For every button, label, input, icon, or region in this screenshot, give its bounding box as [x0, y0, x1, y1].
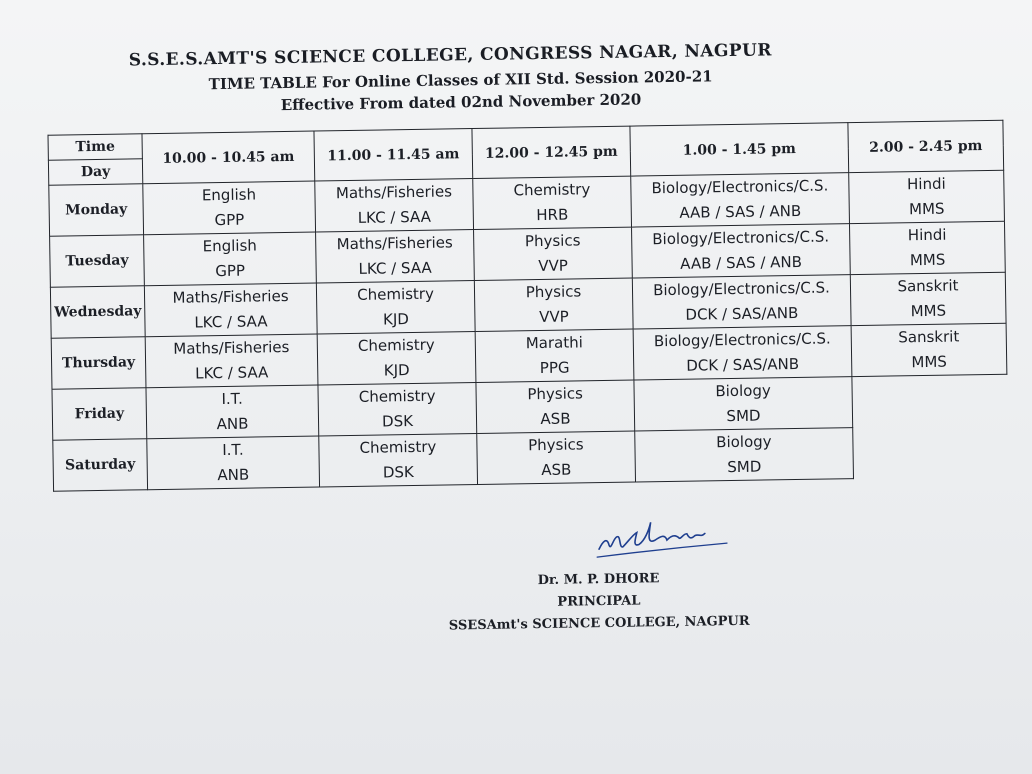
teacher: ANB	[217, 465, 250, 485]
timetable	[47, 120, 1008, 492]
class-cell	[316, 230, 475, 283]
day-label: Friday	[52, 388, 147, 440]
class-cell	[851, 323, 1007, 376]
signatory-block	[428, 566, 769, 637]
corner-day: Day	[48, 159, 142, 185]
teacher: GPP	[215, 261, 246, 281]
slot-header: 2.00 - 2.45 pm	[848, 120, 1004, 172]
subject: Biology/Electronics/C.S.	[652, 227, 830, 249]
class-cell	[475, 329, 634, 382]
teacher: MMS	[910, 301, 947, 321]
subject: English	[201, 185, 257, 205]
class-cell	[634, 377, 853, 431]
class-cell	[474, 278, 633, 331]
principal-name: Dr. M. P. DHORE	[537, 571, 660, 589]
effective-date: Effective From dated 02nd November 2020	[280, 90, 642, 115]
teacher: ASB	[541, 460, 572, 480]
teacher: LKC / SAA	[194, 312, 268, 332]
teacher: DCK / SAS/ANB	[685, 303, 799, 324]
class-cell	[143, 181, 316, 235]
class-cell	[849, 221, 1005, 274]
teacher: DSK	[382, 463, 414, 482]
class-cell	[146, 385, 319, 439]
class-cell	[476, 380, 635, 433]
subject: Biology/Electronics/C.S.	[651, 176, 829, 198]
subject: Marathi	[525, 333, 583, 353]
subject: English	[202, 236, 257, 256]
teacher: LKC / SAA	[358, 258, 432, 278]
subject: Physics	[527, 384, 583, 404]
class-cell	[318, 383, 477, 436]
class-cell	[473, 176, 632, 229]
slot-header: 10.00 - 10.45 am	[142, 131, 315, 184]
class-cell	[315, 179, 474, 232]
teacher: VVP	[538, 256, 569, 276]
class-cell	[147, 436, 320, 490]
teacher: KJD	[382, 310, 409, 329]
day-label: Tuesday	[50, 235, 145, 287]
class-cell	[635, 428, 854, 482]
class-cell	[317, 332, 476, 385]
teacher: ANB	[216, 414, 249, 434]
subject: Physics	[524, 231, 581, 251]
class-cell	[633, 326, 852, 380]
subject: I.T.	[222, 440, 244, 460]
teacher: AAB / SAS / ANB	[679, 201, 802, 222]
principal-institution: SSESAmt's SCIENCE COLLEGE, NAGPUR	[448, 613, 750, 634]
subject: Physics	[528, 435, 584, 455]
teacher: LKC / SAA	[357, 207, 432, 227]
class-cell	[144, 283, 317, 337]
subject: Chemistry	[513, 180, 591, 200]
class-cell	[145, 334, 318, 388]
teacher: LKC / SAA	[195, 363, 269, 383]
subject: Chemistry	[358, 386, 436, 406]
class-cell	[319, 434, 478, 487]
class-cell	[631, 173, 850, 227]
subject: Chemistry	[359, 437, 437, 457]
class-cell	[632, 275, 851, 329]
slot-header: 1.00 - 1.45 pm	[630, 123, 849, 176]
college-name: S.S.E.S.AMT'S SCIENCE COLLEGE, CONGRESS NAGAR, NAGPUR	[128, 40, 772, 71]
principal-signature	[592, 509, 733, 561]
subject: Physics	[525, 282, 582, 302]
class-cell	[144, 232, 317, 286]
class-cell	[850, 272, 1006, 325]
subject: I.T.	[221, 389, 243, 409]
day-label: Monday	[49, 184, 144, 236]
slot-header: 11.00 - 11.45 am	[314, 129, 473, 181]
document	[30, 25, 1010, 634]
teacher: AAB / SAS / ANB	[680, 252, 803, 273]
principal-designation: PRINCIPAL	[557, 593, 641, 610]
teacher: ASB	[540, 409, 571, 429]
teacher: GPP	[214, 210, 245, 230]
teacher: MMS	[909, 250, 946, 270]
empty-cell	[853, 425, 1009, 478]
subject: Biology/Electronics/C.S.	[653, 329, 831, 351]
subject: Sanskrit	[897, 276, 959, 296]
class-cell	[316, 281, 475, 334]
subject: Hindi	[907, 225, 947, 245]
subject: Maths/Fisheries	[172, 286, 289, 307]
teacher: SMD	[727, 457, 762, 477]
teacher: KJD	[383, 361, 410, 380]
class-cell	[474, 227, 633, 280]
teacher: SMD	[726, 406, 761, 426]
subject: Chemistry	[357, 335, 435, 355]
class-cell	[849, 170, 1005, 223]
teacher: MMS	[908, 199, 945, 219]
subject: Sanskrit	[898, 327, 960, 347]
day-label: Saturday	[53, 439, 148, 491]
slot-header: 12.00 - 12.45 pm	[472, 126, 631, 178]
teacher: DSK	[381, 412, 414, 431]
subject: Biology/Electronics/C.S.	[652, 278, 831, 300]
class-cell	[477, 431, 636, 484]
corner-time: Time	[48, 134, 142, 160]
empty-cell	[852, 374, 1008, 427]
subject: Biology	[715, 381, 771, 401]
subject: Hindi	[906, 174, 946, 194]
class-cell	[632, 224, 851, 278]
timetable-title: TIME TABLE For Online Classes of XII Std. Session 2020-21	[208, 67, 713, 94]
teacher: DCK / SAS/ANB	[686, 354, 800, 375]
subject: Maths/Fisheries	[335, 182, 453, 203]
day-label: Wednesday	[50, 286, 145, 338]
teacher: PPG	[539, 358, 570, 378]
teacher: MMS	[911, 352, 948, 372]
subject: Biology	[716, 432, 772, 452]
teacher: VVP	[538, 307, 569, 327]
subject: Maths/Fisheries	[336, 233, 453, 254]
teacher: HRB	[536, 205, 569, 225]
day-label: Thursday	[51, 337, 146, 389]
subject: Chemistry	[357, 284, 435, 304]
subject: Maths/Fisheries	[173, 337, 290, 358]
